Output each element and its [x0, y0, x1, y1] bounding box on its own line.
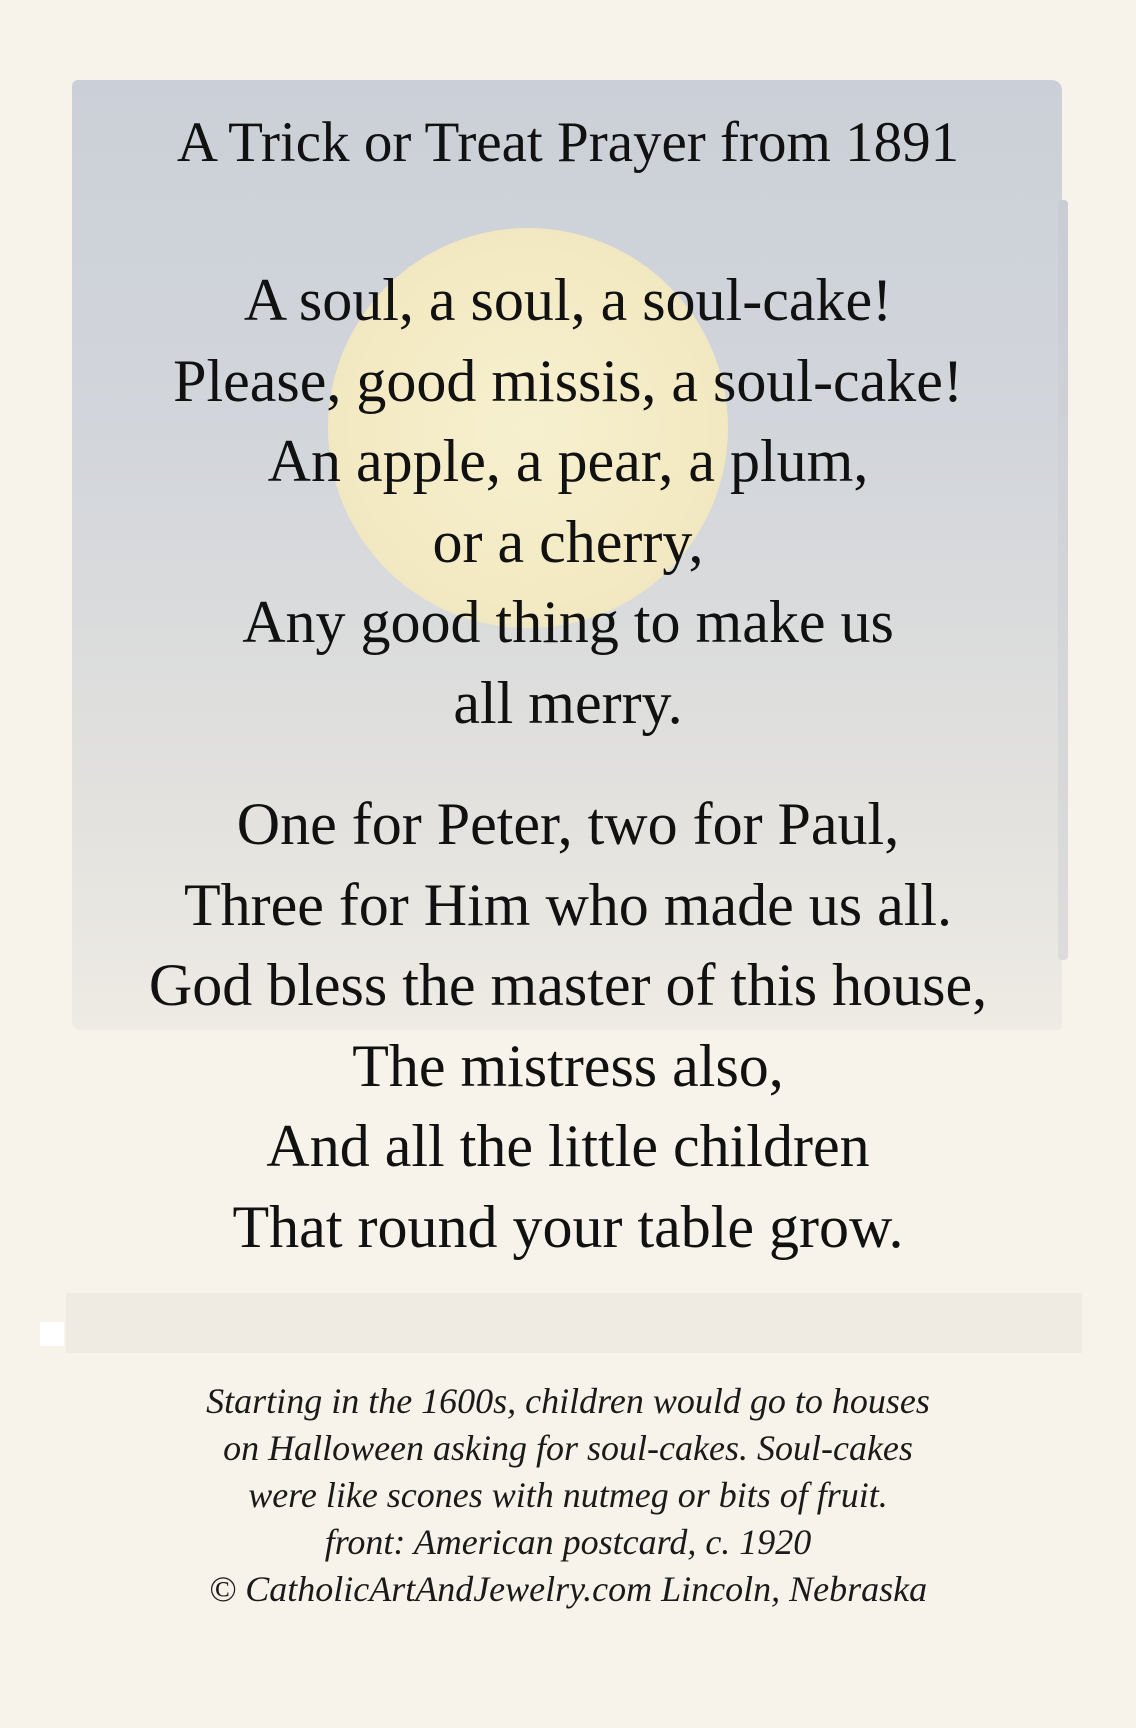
copyright-line: © CatholicArtAndJewelry.com Lincoln, Nebraska [208, 1569, 928, 1609]
caption-line: front: American postcard, c. 1920 [324, 1522, 812, 1562]
poem-line: all merry. [453, 669, 683, 736]
poem-line: God bless the master of this house, [148, 952, 988, 1018]
divider-band [66, 1293, 1082, 1353]
caption-line: Starting in the 1600s, children would go to houses [206, 1381, 930, 1421]
poem-line: An apple, a pear, a plum, [267, 428, 869, 494]
caption [0, 1378, 1136, 1613]
caption-line: were like scones with nutmeg or bits of fruit. [248, 1475, 888, 1515]
poem-line: or a cherry, [432, 508, 704, 575]
poem-line: Three for Him who made us all. [183, 871, 953, 938]
white-marker [40, 1322, 64, 1346]
page-title: A Trick or Treat Prayer from 1891 [176, 111, 960, 174]
poem-stanza-1 [0, 260, 1136, 743]
poem-line: Please, good missis, a soul-cake! [173, 347, 963, 414]
poem-line: Any good thing to make us [242, 589, 894, 655]
poem-line: The mistress also, [352, 1032, 784, 1099]
poem-stanza-2 [0, 784, 1136, 1267]
poem-line: One for Peter, two for Paul, [236, 791, 900, 857]
poem-line: That round your table grow. [232, 1193, 904, 1260]
poem-line: A soul, a soul, a soul-cake! [243, 267, 893, 333]
poem-line: And all the little children [266, 1113, 870, 1179]
caption-line: on Halloween asking for soul-cakes. Soul-cakes [223, 1428, 913, 1468]
